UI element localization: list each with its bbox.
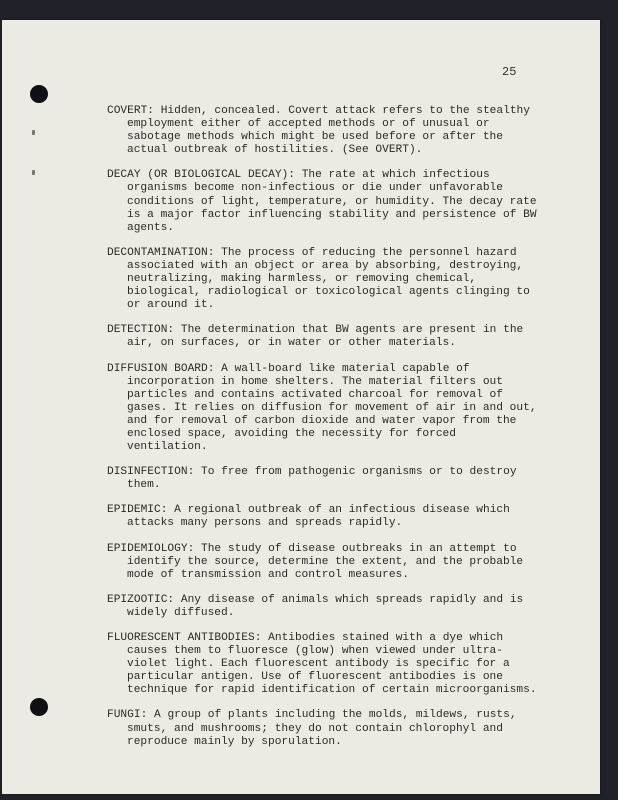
binder-hole-bottom — [30, 698, 48, 716]
term: DECONTAMINATION: — [107, 246, 215, 259]
glossary-entry-disinfection — [107, 466, 537, 492]
definition: Any disease of animals which spreads rapidly and is widely diffused. — [127, 593, 524, 619]
glossary-entry-fluorescent-antibodies — [107, 632, 537, 697]
term: FLUORESCENT ANTIBODIES: — [107, 632, 262, 644]
definition: The process of reducing the personnel hazard associated with an object or area by absorbing, destroying, neutralizing, making harmless, or removing chemical, biological, radiological or toxicological agents clinging to or around it. — [127, 246, 530, 312]
term: DISINFECTION: — [107, 466, 195, 479]
definition: Hidden, concealed. Covert attack refers to the stealthy employment either of accepted methods or of unusual or sabotage methods which might be used before or after the actual outbreak of hostilities. (See OVERT). — [127, 105, 530, 157]
term: FUNGI: — [107, 709, 148, 722]
term: DECAY (OR BIOLOGICAL DECAY): — [107, 169, 295, 182]
term: EPIZOOTIC: — [107, 593, 175, 606]
term: DIFFUSION BOARD: — [107, 362, 215, 375]
glossary-entry-decay — [107, 169, 537, 234]
definition: A wall-board like material capable of incorporation in home shelters. The material filters out particles and contains activated charcoal for removal of gases. It relies on diffusion for movement of air in and out, and for removal of carbon dioxide and water vapor from the enclosed space, avoiding the necessity for forced ventilation. — [127, 362, 537, 454]
glossary-entry-diffusion-board — [107, 363, 537, 455]
glossary — [107, 105, 537, 761]
page-number: 25 — [502, 65, 517, 79]
term: EPIDEMIOLOGY: — [107, 542, 195, 555]
glossary-entry-epizootic — [107, 594, 537, 620]
document-page — [2, 20, 600, 794]
glossary-entry-epidemic — [107, 504, 537, 530]
glossary-entry-epidemiology — [107, 543, 537, 582]
definition: The determination that BW agents are present in the air, on surfaces, or in water or other materials. — [127, 324, 524, 350]
definition: The study of disease outbreaks in an attempt to identify the source, determine the extent, and the probable mode of transmission and control measures. — [127, 542, 524, 581]
term: DETECTION: — [107, 324, 175, 337]
glossary-entry-detection — [107, 324, 537, 350]
glossary-entry-decontamination — [107, 247, 537, 312]
definition: The rate at which infectious organisms become non-infectious or die under unfavorable conditions of light, temperature, or humidity. The decay rate is a major factor influencing stability and persistence of BW agents. — [127, 169, 537, 234]
definition: A group of plants including the molds, mildews, rusts, smuts, and mushrooms; they do not contain chlorophyl and reproduce mainly by sporulation. — [127, 709, 517, 748]
definition: A regional outbreak of an infectious disease which attacks many persons and spreads rapidly. — [127, 504, 510, 530]
definition: To free from pathogenic organisms or to destroy them. — [127, 466, 517, 492]
term: EPIDEMIC: — [107, 504, 168, 517]
definition: Antibodies stained with a dye which causes them to fluoresce (glow) when viewed under ultra-violet light. Each fluorescent antibody is specific for a particular antigen. Use of fluorescent antibodies is one technique for rapid identification of certain microorganisms. — [127, 632, 537, 697]
margin-mark — [32, 130, 35, 135]
term: COVERT: — [107, 105, 154, 117]
margin-mark — [32, 170, 35, 175]
glossary-entry-covert — [107, 105, 537, 157]
binder-hole-top — [30, 85, 48, 103]
glossary-entry-fungi — [107, 709, 537, 748]
